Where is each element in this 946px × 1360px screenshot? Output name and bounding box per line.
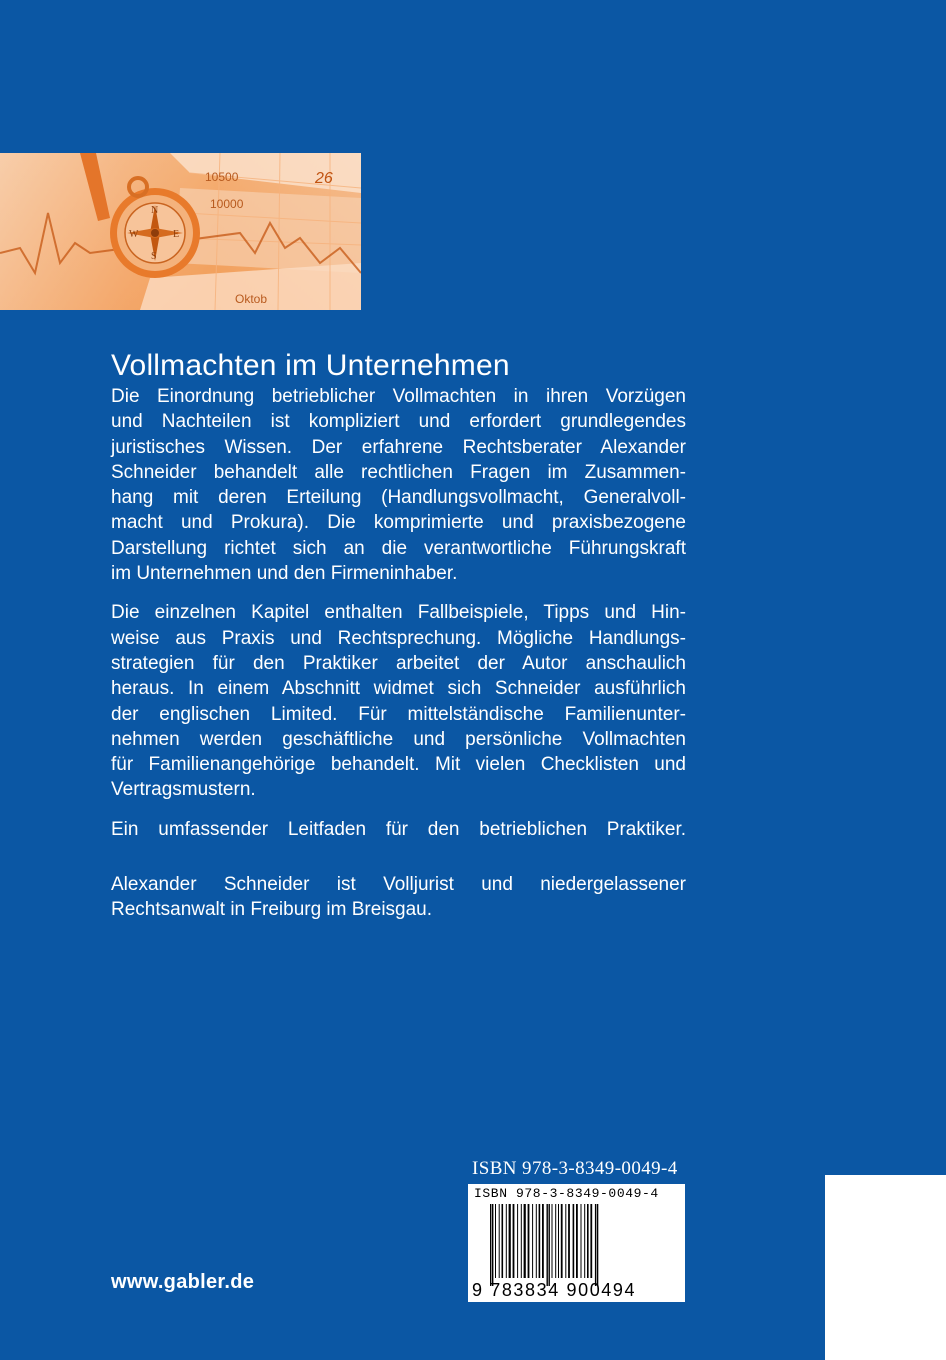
text-line: hang mit deren Erteilung (Handlungsvollmacht, Generalvoll- [111, 487, 686, 509]
barcode-bar [536, 1204, 537, 1278]
text-line: im Unternehmen und den Firmeninhaber. [111, 563, 458, 585]
barcode-guard-bar [595, 1204, 596, 1286]
blurb-paragraph-2 [111, 600, 686, 802]
barcode-guard-bar [547, 1204, 548, 1286]
blurb-text [111, 384, 686, 937]
barcode-bar [513, 1204, 515, 1278]
text-line: macht und Prokura). Die komprimierte und praxisbezogene [111, 512, 686, 534]
barcode-bar [561, 1204, 563, 1278]
text-line: weise aus Praxis und Rechtsprechung. Mögliche Handlungs- [111, 627, 686, 649]
text-line: Rechtsanwalt in Freiburg im Breisgau. [111, 899, 433, 921]
barcode-bar [495, 1204, 496, 1278]
barcode-guard-bar [549, 1204, 550, 1286]
text-line: der englischen Limited. Für mittelständische Familienunter- [111, 703, 686, 725]
text-line: Alexander Schneider ist Volljurist und niedergelassener [111, 874, 686, 896]
author-bio [111, 872, 686, 923]
text-line: nehmen werden geschäftliche und persönliche Vollmachten [111, 728, 686, 750]
barcode-bar [555, 1204, 556, 1278]
svg-text:W: W [129, 229, 139, 240]
barcode-bar [509, 1204, 511, 1278]
text-line: heraus. In einem Abschnitt widmet sich Schneider ausführlich [111, 678, 686, 700]
barcode-bar [590, 1204, 592, 1278]
svg-text:10000: 10000 [210, 197, 244, 211]
text-line: und Nachteilen ist kompliziert und erfordert grundlegendes [111, 411, 686, 433]
svg-text:Oktob: Oktob [235, 292, 268, 306]
barcode-bar [587, 1204, 589, 1278]
text-line: strategien für den Praktiker arbeitet der Autor anschaulich [111, 652, 686, 674]
svg-text:26: 26 [315, 170, 333, 187]
publisher-website-link[interactable]: www.gabler.de [111, 1271, 255, 1293]
barcode-bar [524, 1204, 526, 1278]
barcode-digits: 9 783834 900494 [472, 1280, 637, 1300]
barcode-bar [568, 1204, 570, 1278]
barcode-bar [565, 1204, 566, 1278]
text-line: juristisches Wissen. Der erfahrene Rechtsberater Alexander [111, 436, 686, 458]
book-title: Vollmachten im Unternehmen [111, 349, 510, 383]
text-line: Darstellung richtet sich an die verantwortliche Führungskraft [111, 537, 686, 559]
banner-number: 10500 [205, 170, 239, 184]
text-line: Die einzelnen Kapitel enthalten Fallbeispiele, Tipps und Hin- [111, 602, 686, 624]
barcode-bar [581, 1204, 582, 1278]
barcode-bar [499, 1204, 500, 1278]
barcode-bar [584, 1204, 585, 1278]
barcode-bar [517, 1204, 518, 1278]
text-line: Vertragsmustern. [111, 779, 256, 801]
barcode-bar [542, 1204, 544, 1278]
svg-text:E: E [173, 229, 180, 240]
barcode-isbn-text: ISBN 978-3-8349-0049-4 [474, 1186, 659, 1201]
text-line: Schneider behandelt alle rechtlichen Fragen im Zusammen- [111, 461, 686, 483]
barcode-bar [528, 1204, 530, 1278]
isbn-barcode [468, 1184, 685, 1302]
barcode-bar [506, 1204, 507, 1278]
svg-text:N: N [151, 205, 159, 216]
compass-chart-illustration [0, 153, 361, 310]
barcode-bar [539, 1204, 541, 1278]
barcode-guard-bar [490, 1204, 491, 1286]
blurb-paragraph-1 [111, 384, 686, 586]
barcode-bar [576, 1204, 578, 1278]
barcode-bar [532, 1204, 533, 1278]
barcode-bar [573, 1204, 575, 1278]
barcode-guard-bar [597, 1204, 598, 1286]
barcode-bar [521, 1204, 522, 1278]
barcode-bar [558, 1204, 559, 1278]
price-sticker-area [825, 1175, 946, 1360]
barcode-bar [552, 1204, 553, 1278]
svg-text:S: S [151, 251, 157, 262]
barcode-bar [502, 1204, 504, 1278]
tagline [111, 817, 686, 842]
isbn-label: ISBN 978-3-8349-0049-4 [472, 1158, 678, 1179]
text-line: Ein umfassender Leitfaden für den betrieblichen Praktiker. [111, 818, 686, 840]
text-line: Die Einordnung betrieblicher Vollmachten in ihren Vorzügen [111, 386, 686, 407]
text-line: für Familienangehörige behandelt. Mit vielen Checklisten und [111, 754, 686, 776]
cover-banner-image [0, 153, 361, 310]
barcode-guard-bar [492, 1204, 493, 1286]
